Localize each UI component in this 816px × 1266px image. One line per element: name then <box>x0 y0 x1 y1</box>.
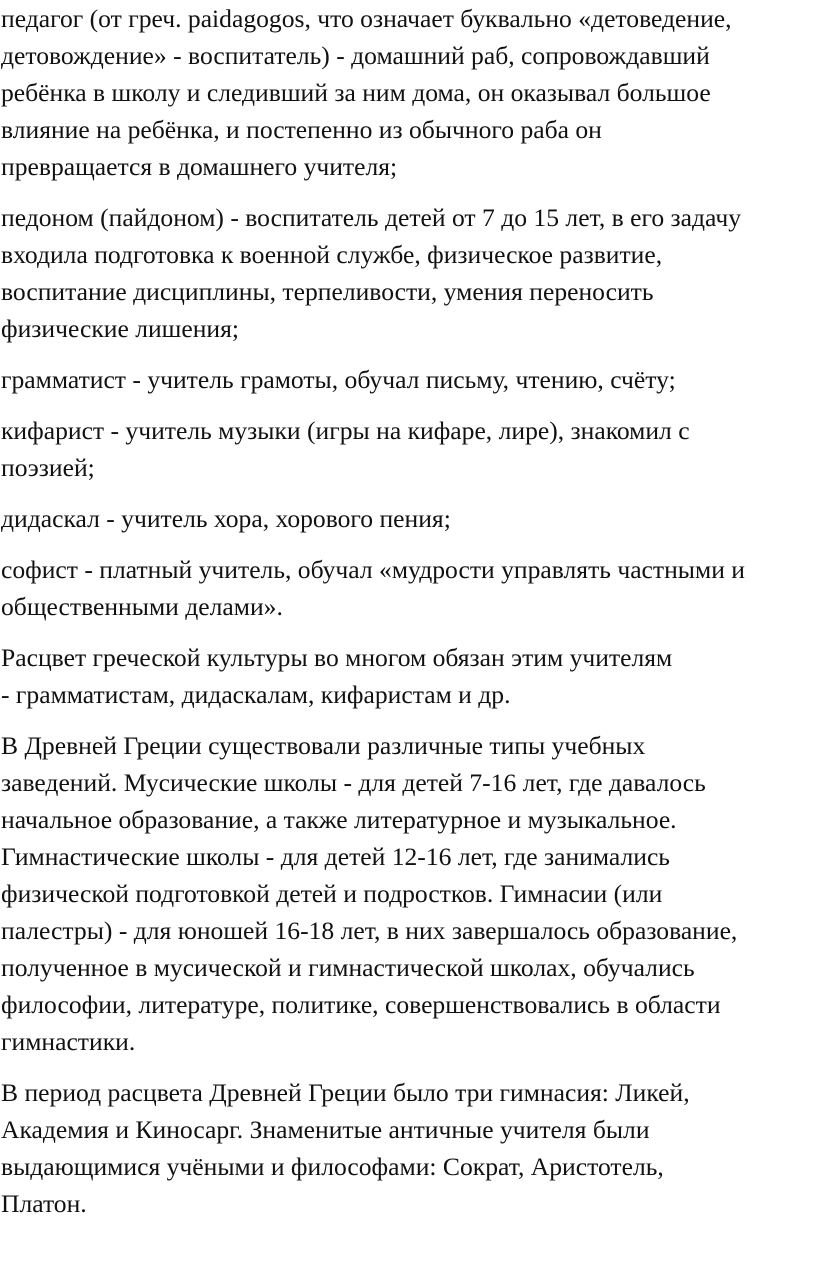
text-line: детовождение» - воспитатель) - домашний раб, сопровождавший <box>1 41 710 70</box>
text-line: воспитание дисциплины, терпеливости, умения переносить <box>1 277 654 306</box>
text-line: превращается в домашнего учителя; <box>1 152 398 181</box>
text-line: ребёнка в школу и следивший за ним дома, он оказывал большое <box>1 78 711 107</box>
text-line: В период расцвета Древней Греции было три гимнасия: Ликей, <box>1 1078 690 1107</box>
paragraph-grammatist <box>1 361 816 398</box>
paragraph-gymnasia <box>1 1074 816 1222</box>
text-line: Расцвет греческой культуры во многом обязан этим учителям <box>1 643 673 672</box>
text-line: полученное в мусической и гимнастической школах, обучались <box>1 953 695 982</box>
text-line: выдающимися учёными и философами: Сократ, Аристотель, <box>1 1152 664 1181</box>
paragraph-pedagog <box>1 0 816 185</box>
text-line: философии, литературе, политике, совершенствовались в области <box>1 990 721 1019</box>
text-line: педоном (пайдоном) - воспитатель детей от 7 до 15 лет, в его задачу <box>1 203 742 232</box>
text-line: гимнастики. <box>1 1027 136 1056</box>
text-line: входила подготовка к военной службе, физическое развитие, <box>1 240 663 269</box>
text-line: общественными делами». <box>1 592 283 621</box>
text-line: Платон. <box>1 1189 87 1218</box>
text-line: заведений. Мусические школы - для детей 7-16 лет, где давалось <box>1 768 706 797</box>
text-line: физической подготовкой детей и подростков. Гимнасии (или <box>1 879 663 908</box>
text-line: начальное образование, а также литературное и музыкальное. <box>1 805 677 834</box>
text-line: дидаскал - учитель хора, хорового пения; <box>1 504 451 533</box>
paragraph-rascvet <box>1 639 816 713</box>
paragraph-pedonom <box>1 199 816 347</box>
paragraph-sofist <box>1 551 816 625</box>
paragraph-didaskal <box>1 500 816 537</box>
text-line: физические лишения; <box>1 314 240 343</box>
text-line: влияние на ребёнка, и постепенно из обычного раба он <box>1 115 602 144</box>
text-line: кифарист - учитель музыки (игры на кифаре, лире), знакомил с <box>1 416 690 445</box>
text-line: софист - платный учитель, обучал «мудрости управлять частными и <box>1 555 745 584</box>
paragraph-school-types <box>1 727 816 1060</box>
paragraph-kifarist <box>1 412 816 486</box>
text-line: В Древней Греции существовали различные типы учебных <box>1 731 646 760</box>
text-line: Гимнастические школы - для детей 12-16 лет, где занимались <box>1 842 670 871</box>
text-line: палестры) - для юношей 16-18 лет, в них завершалось образование, <box>1 916 738 945</box>
text-line: педагог (от греч. paidagogos, что означает буквально «детоведение, <box>1 4 732 33</box>
text-line: поэзией; <box>1 453 95 482</box>
text-line: Академия и Киносарг. Знаменитые античные учителя были <box>1 1115 650 1144</box>
text-line: грамматист - учитель грамоты, обучал письму, чтению, счёту; <box>1 365 676 394</box>
text-line: - грамматистам, дидаскалам, кифаристам и др. <box>1 680 511 709</box>
